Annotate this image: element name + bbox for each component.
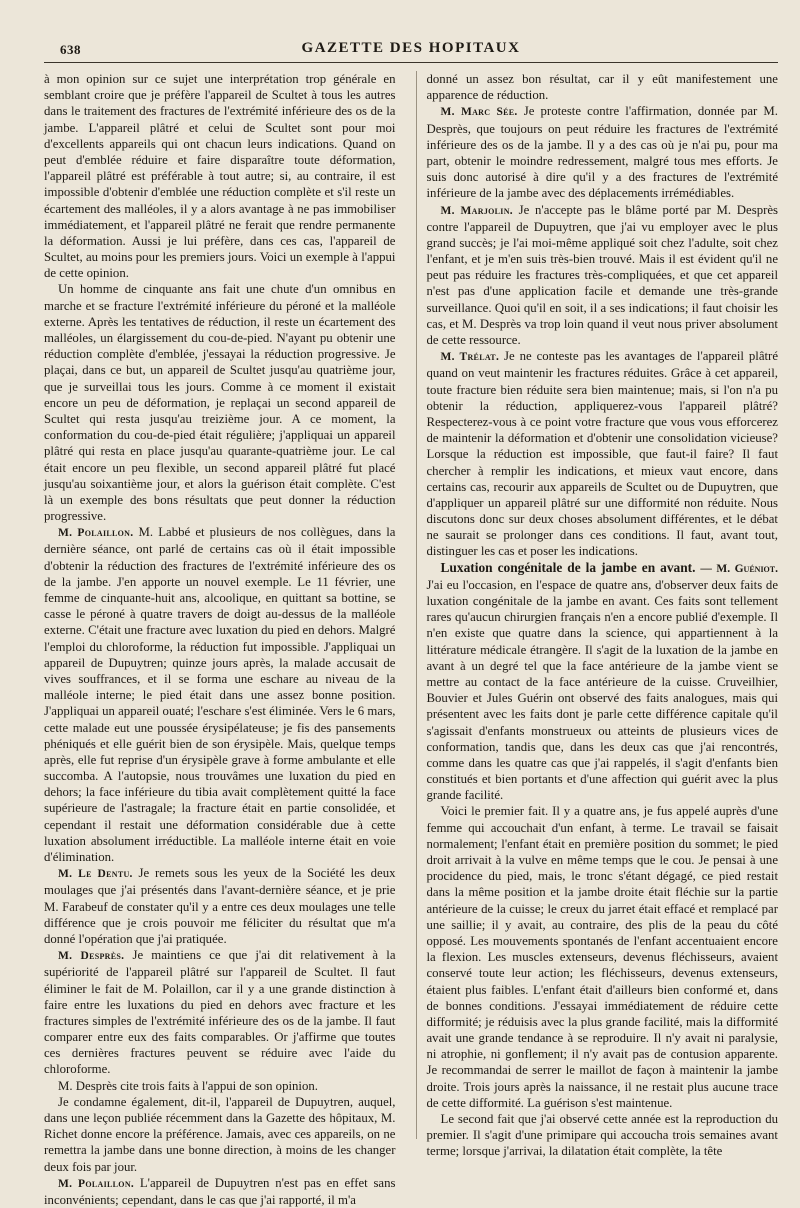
paragraph: Un homme de cinquante ans fait une chute d'un omnibus en marche et se fracture l'extrémité inférieure du péroné et la malléole externe. Après les tentatives de réduction, il reste un écartement des malléoles, un élargissement du cou-de-pied. N'ayant pu obtenir une réduction complète d'emblée, j'essayai la réduction progressive. Je plaçai, dans ce but, un appareil de Scultet jusqu'au quatrième jour, que je surveillai tous les jours. Comme à ce moment il existait encore un peu de déformation, je replaçai un second appareil de Scultet qui resta jusqu'au treizième jour. A ce moment, la conformation du cou-de-pied était régulière; j'appliquai un appareil plâtré qui resta en place jusqu'au quarante-quatrième jour. Le cal était encore un peu flexible, un second appareil plâtré fut placé jusqu'au soixantième jour, et alors la guérison était complète. C'est là un exemple des bons résultats que peut donner la réduction progressive. — [44, 282, 396, 524]
paragraph: donné un assez bon résultat, car il y eût manifestement une apparence de réduction. — [426, 72, 778, 103]
paragraph: Je condamne également, dit-il, l'appareil de Dupuytren, auquel, dans une leçon publiée récemment dans la Gazette des hôpitaux, M. Richet donne encore la préférence. Jamais, avec ces appareils, on ne remettra la jambe dans une bonne direction, à moins de les changer deux fois par jour. — [44, 1094, 396, 1174]
paragraph: M. Desprès cite trois faits à l'appui de son opinion. — [58, 1078, 318, 1093]
speaker-name: M. Polaillon. — [58, 527, 134, 540]
speaker-name: M. Le Dentu. — [58, 868, 133, 881]
speaker-name: M. Desprès. — [58, 950, 125, 963]
paragraph: à mon opinion sur ce sujet une interprétation trop générale en semblant croire que je préfère l'appareil de Scultet à tous les autres dans le traitement des fractures de l'extrémité inférieure des os de la jambe. L'appareil plâtré et celui de Scultet sont pour moi d'excellents appareils qui ont chacun leurs indications. Quand on peut d'emblée réduire et faire disparaître toute déformation, l'appareil plâtré est préférable à tout autre; si, au contraire, il est impossible d'obtenir d'emblée une réduction complète et s'il reste un écartement des malléoles, il y a alors avantage à ne pas immobiliser immédiatement, et l'appareil plâtré ne ferait que rendre permanente la déformation. Aussi je lui préfère, dans ces cas, l'appareil de Scultet, au moins pour les premiers jours. Voici un exemple à l'appui de cette opinion. — [44, 72, 396, 281]
speaker-name: M. Marjolin. — [440, 204, 513, 217]
speaker-name: M. Marc Sée. — [440, 106, 518, 119]
speaker-name: M. Polaillon. — [58, 1177, 135, 1190]
section-byline: — M. Guéniot. — [700, 562, 778, 575]
paragraph: M. Marjolin. Je n'accepte pas le blâme porté par M. Desprès contre l'appareil de Dupuytren, que j'ai vu employer avec le plus grand succès; je l'ai moi-même appliqué soit chez l'adulte, soit chez l'enfant, et je m'en suis très-bien trouvé. Mais il est évident qu'il ne peut pas réduire les fractures très-compliquées, et que cet appareil n'est pas d'une application facile et demande une très-grande surveillance. Quoi qu'il en soit, il a ses indications; il faut choisir les cas, et M. Desprès va trop loin quand il veut nous priver absolument de cette ressource. — [426, 202, 779, 347]
paragraph: M. Polaillon. M. Labbé et plusieurs de nos collègues, dans la dernière séance, ont parlé de certains cas où il était impossible d'obtenir la réduction des fractures de l'extrémité inférieure des os de la jambe. J'en apporte un nouvel exemple. Le 11 février, une femme de cinquante-huit ans, alcoolique, en quittant sa bottine, se casse le péroné à quatre travers de doigt au-dessus de la malléole externe. C'était une fracture avec luxation du pied en dehors. Malgré l'emploi du chloroforme, la réduction fut impossible. J'appliquai un appareil de Dupuytren; quinze jours après, la malade accusait de vives souffrances, et il se forma une eschare au niveau de la malléole interne; le pied était dans une assez bonne position. J'appliquai un appareil ouaté; l'eschare s'est éliminée. Vers le 6 mars, cette malade eut une poussée érysipélateuse; je fis des pansements phéniqués et elle guérit bien de son érysipèle. Mais, quelque temps après, elle fut reprise d'un érysipèle grave à forme ambulante et elle succomba. A l'autopsie, nous trouvâmes une luxation du pied en dehors; la face inférieure du tibia avait complètement quitté la face supérieure de l'astragale; la fracture était en partie consolidée, et cependant il restait une déformation considérable due à cette luxation absolument irréductible. La malléole interne était en voie d'élimination. — [44, 525, 396, 864]
section-paragraph: Luxation congénitale de la jambe en avant. — M. Guéniot. J'ai eu l'occasion, en l'espace de quatre ans, d'observer deux faits de luxation congénitale de la jambe en avant. Ces faits sont tellement rares qu'aucun chirurgien français n'en a encore publié d'exemple. Il n'en existe que quatre dans la science, qui appartiennent à la littérature médicale étrangère. Il s'agit de la luxation de la jambe en avant à un degré tel que la face antérieure de la jambe vient se mettre au contact de la face antérieure de la cuisse. Cruveilhier, Bouvier et Jules Guérin ont observé des faits analogues, mais qui présentent avec les faits dont je parle cette différence capitale qu'il s'agissait d'enfants monstrueux ou atteints de plusieurs vices de conformation, tandis que, dans les deux cas que j'ai rencontrés, comme dans les quatre cas que j'ai rappelés, il s'agit d'enfants bien constitués et bien portants et d'une affection qui guérit avec la plus grande facilité. — [426, 559, 778, 803]
left-column — [44, 71, 396, 1207]
section-title: Luxation congénitale de la jambe en avant. — [440, 559, 696, 575]
paragraph: Voici le premier fait. Il y a quatre ans, je fus appelé auprès d'une femme qui accouchait d'un enfant, à terme. Le travail se faisait normalement; l'enfant était en première position du sommet; le pied droit arrivait à la vulve en même temps que le cou. Je pensai à une procidence du pied, mais, le tronc s'étant dégagé, ce pied restait dans la même position et la jambe droite était fléchie sur la partie antérieure de la cuisse; le creux du jarret était effacé et remplacé par une saillie; il y avait, au contraire, des plis de la peau du côté opposé. Les mouvements spontanés de l'enfant accentuaient encore la flexion. Les muscles extenseurs, devenus fléchisseurs, avaient conservé toute leur action; les fléchisseurs, devenus extenseurs, étaient plus faibles. L'enfant était d'ailleurs bien conformé et, dans de bonnes conditions. J'essayai immédiatement de réduire cette difformité; je réduisis avec la plus grande facilité, mais la difformité avait une grande tendance à se reproduire. Il n'y avait ni paralysie, ni atrophie, ni gonflement; il n'y avait pas de contusion apparente. Je recommandai de serrer le maillot de façon à maintenir la jambe droite. Trois jours après la naissance, il ne restait plus aucune trace de cette difformité. La guérison s'est maintenue. — [426, 804, 778, 1110]
paragraph: M. Polaillon. L'appareil de Dupuytren n'est pas en effet sans inconvénients; cependant, dans le cas que j'ai rapporté, il m'a — [44, 1175, 396, 1207]
paragraph: M. Le Dentu. Je remets sous les yeux de la Société les deux moulages que j'ai présentés dans l'avant-dernière séance, et je prie M. Farabeuf de constater qu'il y a entre ces deux moulages une telle différence que je crois pouvoir me féliciter du résultat que m'a donné l'opération que j'ai pratiquée. — [44, 866, 396, 946]
paragraph: M. Trélat. Je ne conteste pas les avantages de l'appareil plâtré quand on veut maintenir les fractures réduites. Grâce à cet appareil, toute fracture bien réduite sera bien maintenue; mais, si l'on n'a pu obtenir la réduction, appliquerez-vous l'appareil plâtré? Respecterez-vous à ce point votre fracture que vous vous efforcerez de maintenir la déformation et d'obtenir une consolidation vicieuse? Lorsque la réduction est impossible, que faut-il faire? Il faut chercher à remplir les indications, et mieux vaut encore, dans certains cas, recourir aux appareils de Scultet ou de Dupuytren, que d'appliquer un appareil plâtré sur une difformité non réduite. Nous discutons donc sur deux choses absolument différentes, et le débat ne saurait se prolonger dans ces conditions. Il faut, avant tout, distinguer les cas et poser les indications. — [426, 349, 778, 559]
text-columns — [44, 71, 779, 1207]
paragraph: Le second fait que j'ai observé cette année est la reproduction du premier. Il s'agit d'une primipare qui accoucha trois semaines avant terme; lorsque j'arrivai, la dilatation était complète, la tête — [426, 1112, 778, 1159]
speaker-name: M. Trélat. — [440, 351, 500, 364]
paragraph: M. Desprès. Je maintiens ce que j'ai dit relativement à la supériorité de l'appareil plâtré sur l'appareil de Scultet. Il faut éliminer le fait de M. Polaillon, car il y a une grande distinction à faire entre les luxations du pied en dehors avec fracture et les fractures simples de l'extrémité inférieure des os de la jambe. Il faut comparer entre eux des faits comparables. Or j'affirme que toutes ces dernières fractures peuvent se réduire avec l'aide du chloroforme. — [44, 948, 396, 1077]
running-title: GAZETTE DES HOPITAUX — [301, 40, 521, 56]
page-number: 638 — [60, 42, 81, 57]
page-header — [44, 34, 778, 63]
right-column — [416, 71, 779, 1159]
paragraph: M. Marc Sée. Je proteste contre l'affirmation, donnée par M. Desprès, que toujours on peut réduire les fractures de l'extrémité inférieure des os de la jambe. Il y a des cas où je n'ai pu, pour ma part, obtenir le moindre redressement, malgré tous mes efforts. Je suis donc autorisé à dire qu'il y a des fractures de l'extrémité inférieure de la jambe avec des déplacements irrémédiables. — [426, 104, 778, 201]
